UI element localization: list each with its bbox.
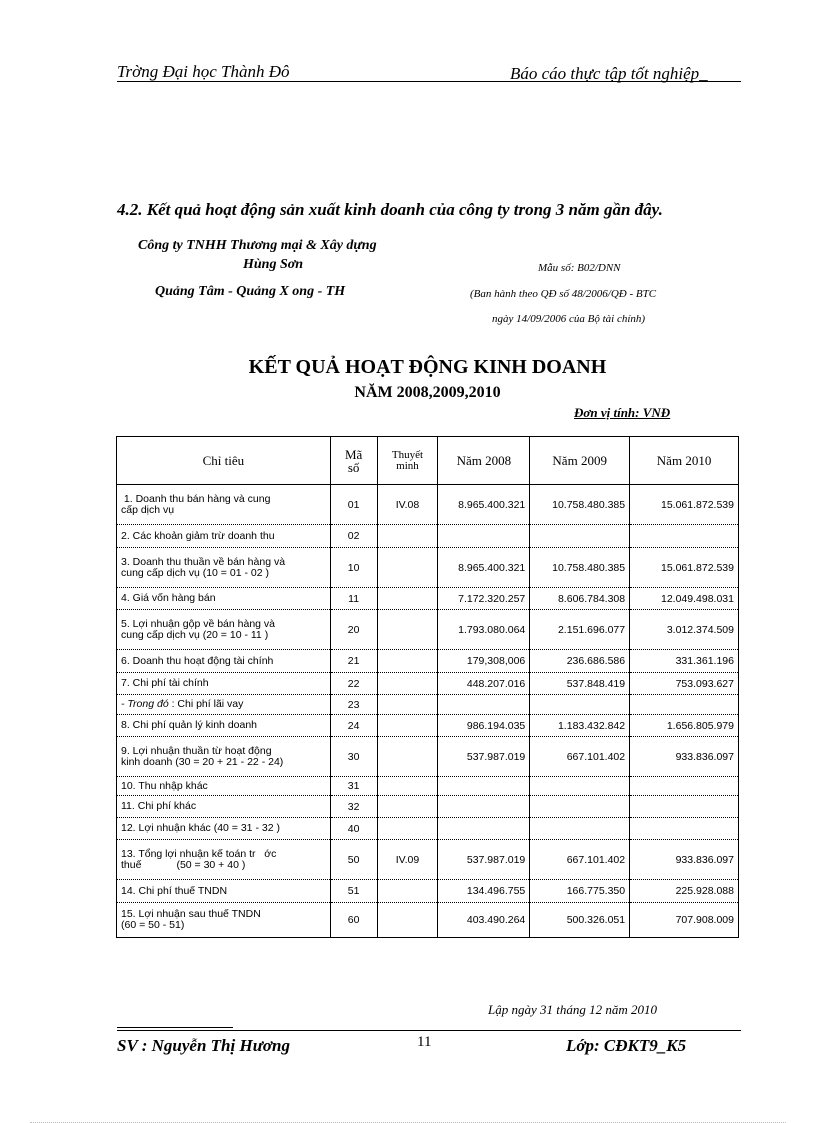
table-row [117, 777, 739, 796]
row-value-2010 [630, 525, 739, 548]
section-title: 4.2. Kết quả hoạt động sản xuất kinh doanh của công ty trong 3 năm gần đây. [117, 200, 663, 219]
row-label-line1: 6. Doanh thu hoạt động tài chính [121, 654, 274, 667]
row-label-line1: 12. Lợi nhuận khác (40 = 31 - 32 ) [121, 822, 280, 834]
row-label-emphasis: - Trong đó [121, 698, 169, 710]
row-label [117, 548, 331, 588]
row-note [377, 903, 438, 938]
row-label-line1: : Chi phí lãi vay [168, 698, 244, 710]
table-row [117, 818, 739, 840]
table-row [117, 840, 739, 880]
row-label-line1: 9. Lợi nhuận thuần từ hoạt động [121, 744, 272, 757]
table-row [117, 588, 739, 610]
row-label [117, 695, 331, 715]
row-code: 23 [330, 695, 377, 715]
row-value-2010: 15.061.872.539 [630, 548, 739, 588]
row-code: 24 [330, 715, 377, 737]
row-value-2009 [530, 818, 630, 840]
row-value-2010: 933.836.097 [630, 840, 739, 880]
row-value-2009 [530, 695, 630, 715]
row-note: IV.09 [377, 840, 438, 880]
row-note [377, 548, 438, 588]
row-label [117, 673, 331, 695]
table-row [117, 715, 739, 737]
row-value-2010: 933.836.097 [630, 737, 739, 777]
row-label-line1: 13. Tổng lợi nhuận kế toán tr ớc [121, 847, 277, 860]
row-note [377, 715, 438, 737]
row-code: 51 [330, 880, 377, 903]
footer-rule [117, 1030, 741, 1031]
row-value-2010: 331.361.196 [630, 650, 739, 673]
row-value-2009 [530, 796, 630, 818]
row-label-line1: 11. Chi phí khác [121, 800, 197, 812]
row-value-2009: 2.151.696.077 [530, 610, 630, 650]
income-statement-table [116, 436, 739, 938]
row-value-2009: 8.606.784.308 [530, 588, 630, 610]
table-header-row [117, 437, 739, 485]
form-code: Mẫu số: B02/DNN [538, 262, 621, 274]
footer-class: Lớp: CĐKT9_K5 [566, 1036, 687, 1055]
currency-unit: Đơn vị tính: VNĐ [574, 405, 671, 420]
header-note-line2: minh [396, 459, 419, 472]
row-value-2008: 537.987.019 [438, 840, 530, 880]
row-code: 30 [330, 737, 377, 777]
row-note [377, 880, 438, 903]
row-value-2010: 12.049.498.031 [630, 588, 739, 610]
form-issued-line2: ngày 14/09/2006 của Bộ tài chính) [492, 313, 646, 325]
row-code: 21 [330, 650, 377, 673]
header-code-line2: số [347, 459, 360, 475]
row-label [117, 777, 331, 796]
row-value-2008: 448.207.016 [438, 673, 530, 695]
company-name-line2: Hùng Sơn [243, 257, 304, 272]
header-code-line1: Mã [344, 446, 363, 462]
row-note [377, 737, 438, 777]
row-value-2008: 7.172.320.257 [438, 588, 530, 610]
row-label-line1: 4. Giá vốn hàng bán [121, 592, 216, 604]
row-value-2008: 537.987.019 [438, 737, 530, 777]
row-code: 10 [330, 548, 377, 588]
page-number: 11 [417, 1034, 432, 1050]
row-code: 22 [330, 673, 377, 695]
row-note [377, 695, 438, 715]
row-label [117, 880, 331, 903]
table-row [117, 610, 739, 650]
row-code: 20 [330, 610, 377, 650]
header-report-type: Báo cáo thực tập tốt nghiệp_ [510, 64, 708, 83]
row-value-2009: 10.758.480.385 [530, 548, 630, 588]
row-value-2009: 1.183.432.842 [530, 715, 630, 737]
table-row [117, 673, 739, 695]
row-note: IV.08 [377, 485, 438, 525]
row-code: 60 [330, 903, 377, 938]
row-note [377, 673, 438, 695]
row-value-2008 [438, 818, 530, 840]
row-label-line1: 3. Doanh thu thuần về bán hàng và [121, 555, 286, 568]
row-label [117, 588, 331, 610]
row-value-2010: 1.656.805.979 [630, 715, 739, 737]
row-label [117, 525, 331, 548]
row-label [117, 903, 331, 938]
row-label-line1: 1. Doanh thu bán hàng và cung [121, 492, 271, 505]
row-value-2008 [438, 777, 530, 796]
row-value-2008: 134.496.755 [438, 880, 530, 903]
header-code [330, 437, 377, 485]
footer-rule-short [117, 1027, 233, 1028]
row-note [377, 525, 438, 548]
row-code: 02 [330, 525, 377, 548]
row-label [117, 485, 331, 525]
row-value-2010 [630, 818, 739, 840]
row-value-2009: 166.775.350 [530, 880, 630, 903]
row-label-line2: (60 = 50 - 51) [121, 919, 185, 931]
header-rule [117, 81, 741, 82]
row-value-2010: 753.093.627 [630, 673, 739, 695]
row-value-2008 [438, 796, 530, 818]
row-label-line2: thuế (50 = 30 + 40 ) [121, 858, 246, 871]
row-label [117, 818, 331, 840]
row-value-2010: 707.908.009 [630, 903, 739, 938]
table-row [117, 650, 739, 673]
header-note-line1: Thuyết [391, 448, 424, 461]
row-label-line1: 10. Thu nhập khác [121, 779, 208, 792]
company-name: Công ty TNHH Thương mại & Xây dựng [138, 238, 377, 253]
row-value-2009: 236.686.586 [530, 650, 630, 673]
table-row [117, 548, 739, 588]
row-note [377, 588, 438, 610]
row-value-2009: 10.758.480.385 [530, 485, 630, 525]
table-row [117, 695, 739, 715]
row-label-line1: 5. Lợi nhuận gộp về bán hàng và [121, 617, 276, 630]
table-row [117, 485, 739, 525]
signature-date: Lập ngày 31 tháng 12 năm 2010 [488, 1002, 657, 1017]
row-value-2008: 986.194.035 [438, 715, 530, 737]
row-label [117, 715, 331, 737]
row-label-line1: 14. Chi phí thuế TNDN [121, 884, 228, 897]
header-year-2008: Năm 2008 [438, 437, 530, 485]
header-year-2009: Năm 2009 [530, 437, 630, 485]
row-value-2009 [530, 777, 630, 796]
row-label [117, 796, 331, 818]
row-code: 31 [330, 777, 377, 796]
row-value-2008 [438, 525, 530, 548]
report-title: KẾT QUẢ HOẠT ĐỘNG KINH DOANH [248, 356, 607, 378]
row-value-2008 [438, 695, 530, 715]
row-note [377, 610, 438, 650]
row-value-2008: 1.793.080.064 [438, 610, 530, 650]
header-school: Trờng Đại học Thành Đô [117, 62, 290, 81]
row-note [377, 818, 438, 840]
row-code: 01 [330, 485, 377, 525]
row-label [117, 650, 331, 673]
table-row [117, 796, 739, 818]
row-label-line1: 15. Lợi nhuận sau thuế TNDN [121, 908, 261, 920]
report-years: NĂM 2008,2009,2010 [354, 384, 501, 401]
table-row [117, 737, 739, 777]
table-row [117, 880, 739, 903]
company-address: Quảng Tâm - Quảng X ong - TH [155, 284, 346, 299]
row-label-line2: cung cấp dịch vụ (10 = 01 - 02 ) [121, 566, 269, 579]
header-note [377, 437, 438, 485]
header-year-2010: Năm 2010 [630, 437, 739, 485]
header-item: Chỉ tiêu [117, 437, 331, 485]
row-label-line1: 7. Chi phí tài chính [121, 677, 209, 689]
row-value-2010 [630, 777, 739, 796]
row-label [117, 737, 331, 777]
row-value-2010 [630, 695, 739, 715]
row-label-line1: 8. Chi phí quản lý kinh doanh [121, 719, 258, 731]
row-code: 32 [330, 796, 377, 818]
row-value-2008: 403.490.264 [438, 903, 530, 938]
row-code: 11 [330, 588, 377, 610]
row-value-2010: 3.012.374.509 [630, 610, 739, 650]
footer-student: SV : Nguyễn Thị Hương [117, 1036, 290, 1055]
row-value-2010: 15.061.872.539 [630, 485, 739, 525]
row-code: 50 [330, 840, 377, 880]
row-value-2009: 500.326.051 [530, 903, 630, 938]
row-value-2010 [630, 796, 739, 818]
row-value-2009: 537.848.419 [530, 673, 630, 695]
row-label-line2: kinh doanh (30 = 20 + 21 - 22 - 24) [121, 755, 284, 768]
form-issued-line1: (Ban hành theo QĐ số 48/2006/QĐ - BTC [470, 288, 657, 300]
row-value-2009: 667.101.402 [530, 737, 630, 777]
row-value-2008: 179,308,006 [438, 650, 530, 673]
row-note [377, 650, 438, 673]
row-value-2008: 8.965.400.321 [438, 548, 530, 588]
table-row [117, 525, 739, 548]
row-value-2009: 667.101.402 [530, 840, 630, 880]
row-label-line2: cung cấp dịch vụ (20 = 10 - 11 ) [121, 628, 269, 641]
row-value-2008: 8.965.400.321 [438, 485, 530, 525]
row-code: 40 [330, 818, 377, 840]
row-note [377, 796, 438, 818]
table-row [117, 903, 739, 938]
row-label [117, 610, 331, 650]
row-label [117, 840, 331, 880]
row-note [377, 777, 438, 796]
row-value-2009 [530, 525, 630, 548]
row-label-line1: 2. Các khoản giảm trừ doanh thu [121, 529, 275, 542]
row-value-2010: 225.928.088 [630, 880, 739, 903]
row-label-line2: cấp dịch vụ [121, 503, 175, 516]
